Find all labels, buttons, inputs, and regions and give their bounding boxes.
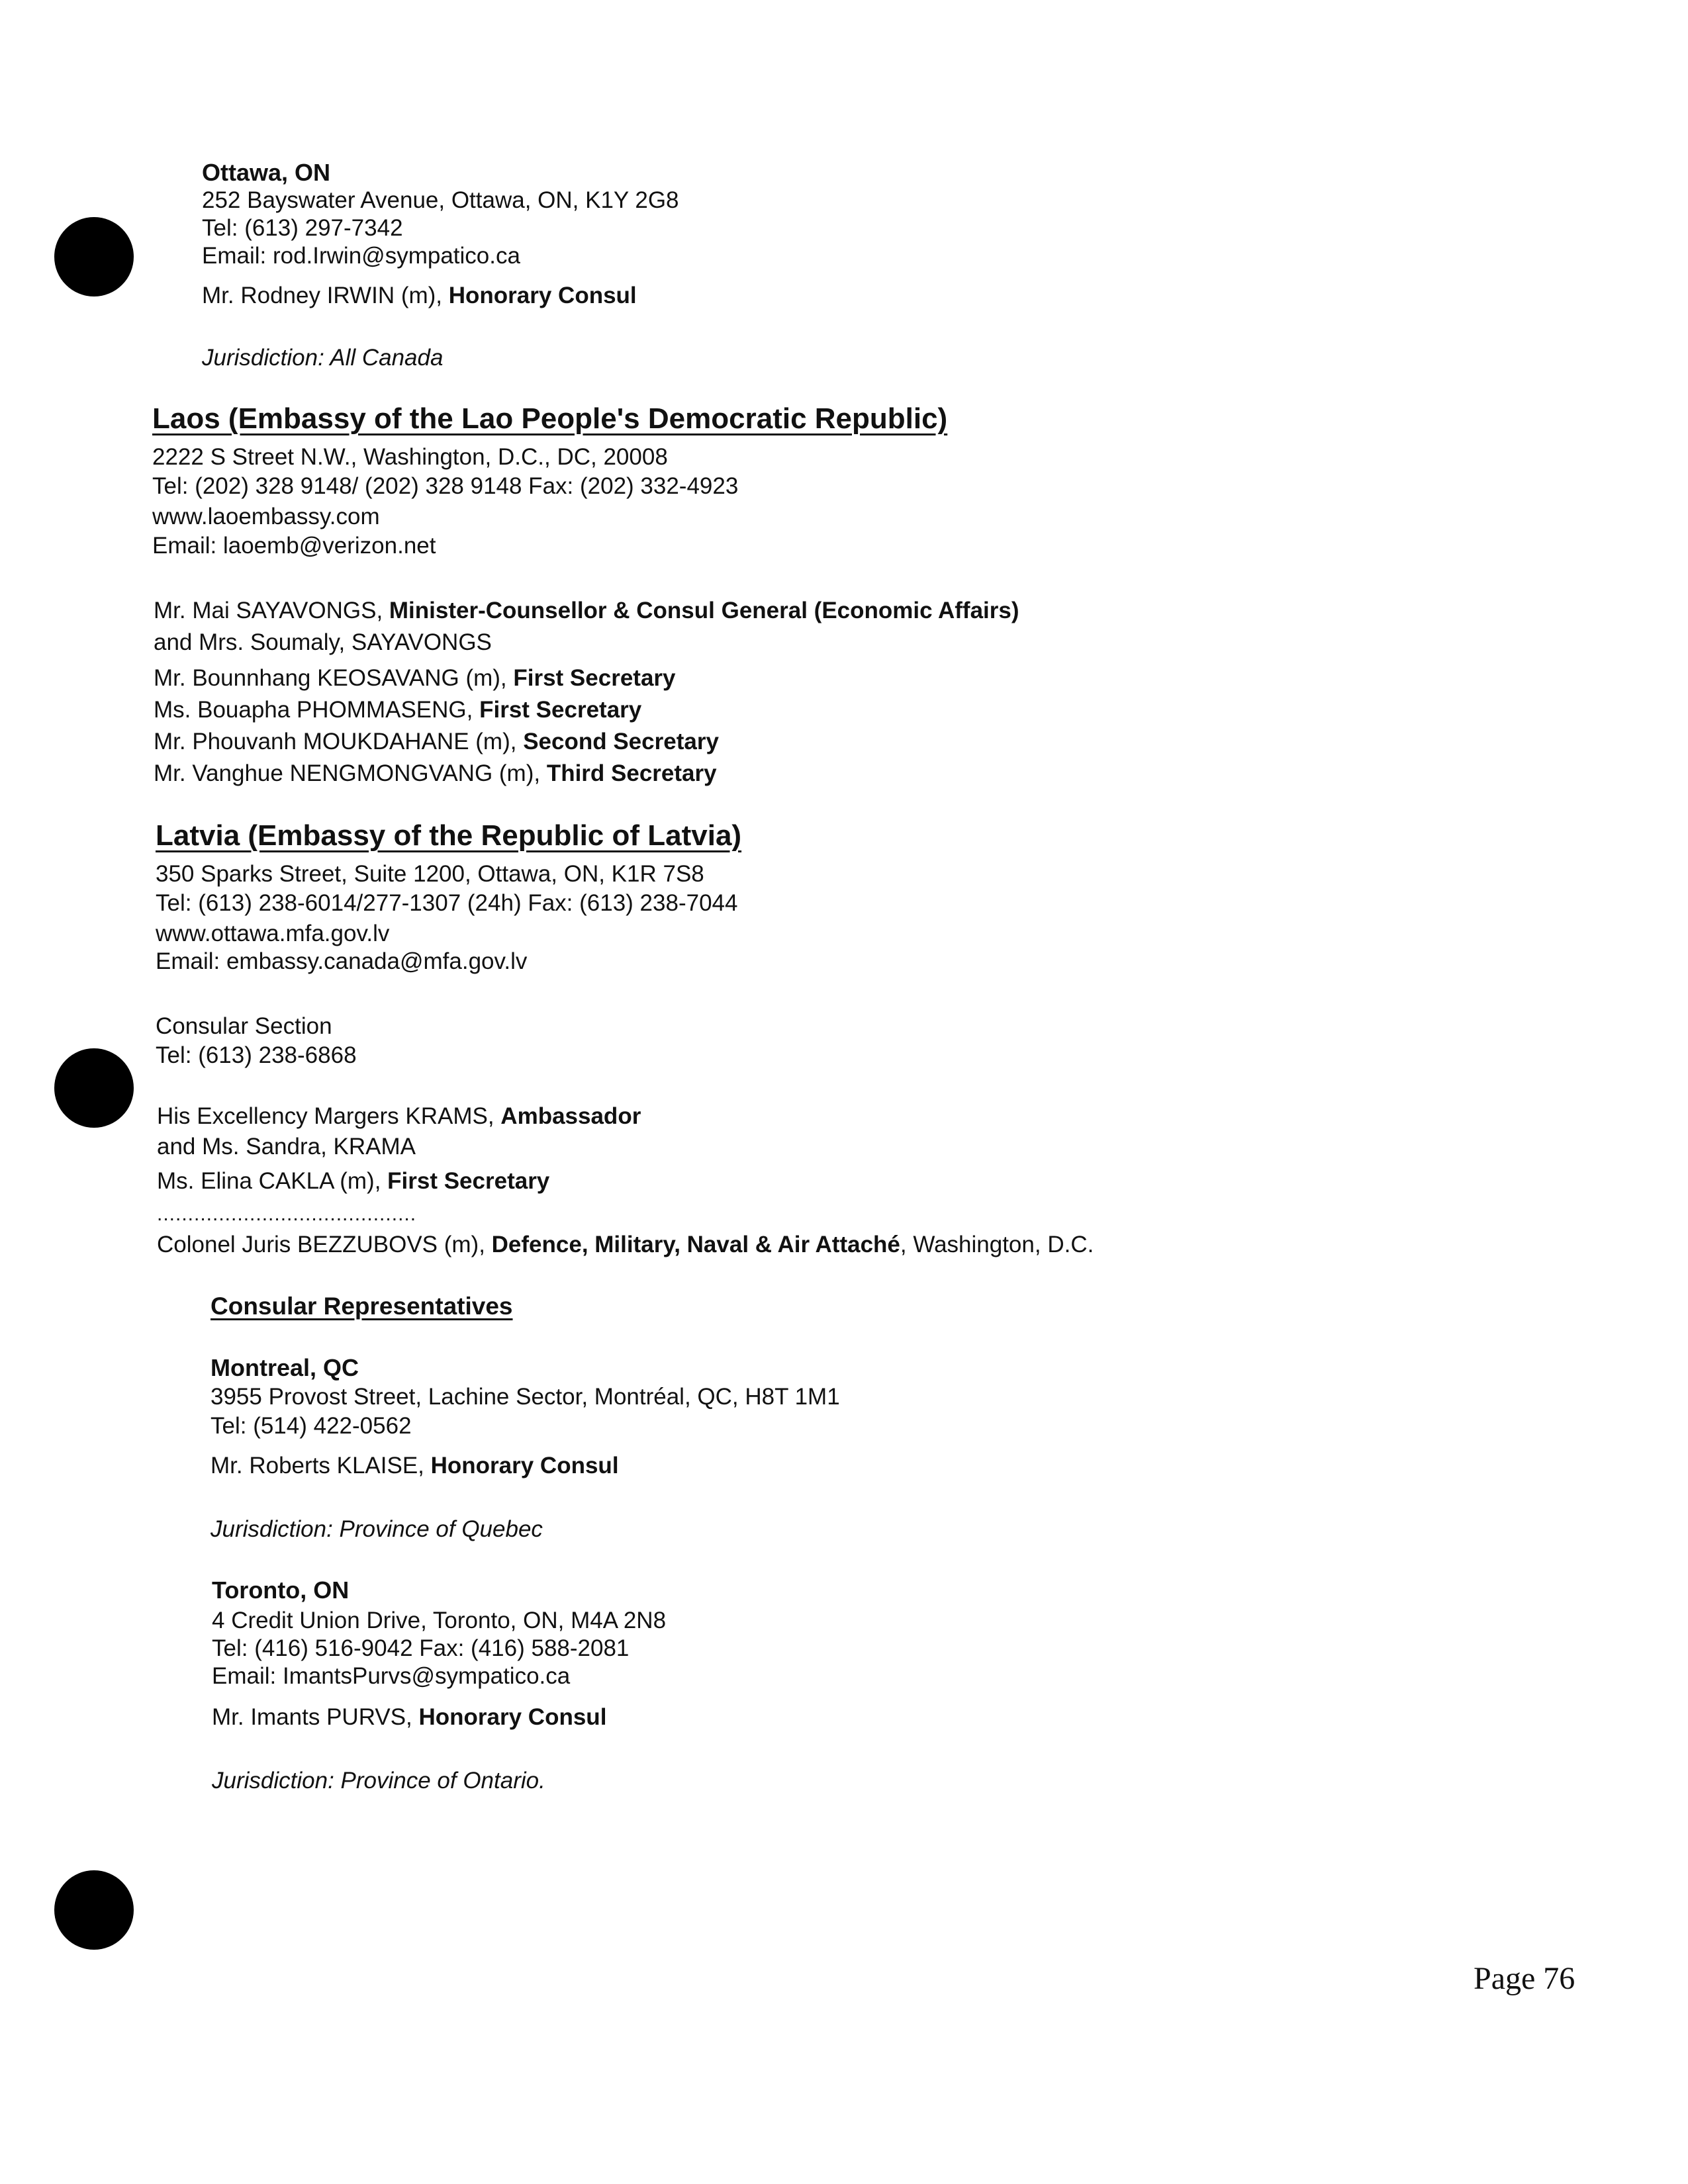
ottawa-jurisdiction: Jurisdiction: All Canada — [202, 345, 444, 371]
laos-staff-entry — [154, 728, 719, 756]
punch-hole-bottom — [54, 1870, 134, 1950]
laos-staff-spouse — [154, 629, 492, 657]
person-title: First Secretary — [387, 1168, 550, 1194]
person-name: Mr. Imants PURVS, — [212, 1704, 419, 1730]
latvia-tel: Tel: (613) 238-6014/277-1307 (24h) Fax: (613) 238-7044 — [156, 890, 738, 916]
person-name: Ms. Elina CAKLA (m), — [157, 1168, 388, 1194]
person-title: Second Secretary — [523, 729, 719, 754]
person-title: Honorary Consul — [418, 1704, 607, 1730]
latvia-heading: Latvia (Embassy of the Republic of Latvia) — [156, 819, 742, 852]
laos-website: www.laoembassy.com — [152, 504, 380, 529]
laos-staff-entry — [154, 664, 676, 692]
ottawa-tel: Tel: (613) 297-7342 — [202, 215, 403, 241]
separator-dots: .......................................... — [157, 1203, 417, 1225]
person-name: and Ms. Sandra, KRAMA — [157, 1134, 416, 1160]
latvia-address: 350 Sparks Street, Suite 1200, Ottawa, ON, K1R 7S8 — [156, 861, 704, 887]
ottawa-address: 252 Bayswater Avenue, Ottawa, ON, K1Y 2G8 — [202, 187, 679, 213]
person-title: Minister-Counsellor & Consul General (Economic Affairs) — [389, 598, 1019, 623]
montreal-consul-entry — [211, 1452, 619, 1480]
person-title: Ambassador — [500, 1103, 641, 1129]
latvia-staff-entry — [157, 1103, 641, 1130]
montreal-jurisdiction: Jurisdiction: Province of Quebec — [211, 1516, 543, 1542]
person-title: First Secretary — [513, 665, 676, 691]
montreal-tel: Tel: (514) 422-0562 — [211, 1413, 412, 1439]
person-name: Ms. Bouapha PHOMMASENG, — [154, 697, 480, 723]
latvia-consular-tel: Tel: (613) 238-6868 — [156, 1042, 357, 1068]
person-name: and Mrs. Soumaly, SAYAVONGS — [154, 629, 492, 655]
person-title: First Secretary — [479, 697, 642, 723]
montreal-city-heading: Montreal, QC — [211, 1354, 359, 1381]
page-number: Page 76 — [1474, 1961, 1575, 1996]
toronto-consul-entry — [212, 1704, 606, 1731]
person-name: Mr. Vanghue NENGMONGVANG (m), — [154, 760, 547, 786]
person-title: Honorary Consul — [448, 283, 637, 308]
latvia-website: www.ottawa.mfa.gov.lv — [156, 921, 390, 946]
person-name: His Excellency Margers KRAMS, — [157, 1103, 501, 1129]
person-title: Honorary Consul — [430, 1453, 619, 1479]
toronto-address: 4 Credit Union Drive, Toronto, ON, M4A 2N8 — [212, 1608, 667, 1633]
latvia-staff-entry — [157, 1167, 549, 1195]
person-name: Mr. Mai SAYAVONGS, — [154, 598, 389, 623]
latvia-attache-entry — [157, 1231, 1094, 1259]
person-name: Mr. Roberts KLAISE, — [211, 1453, 431, 1479]
consular-representatives-heading: Consular Representatives — [211, 1293, 513, 1320]
person-title: Defence, Military, Naval & Air Attaché — [491, 1232, 900, 1257]
punch-hole-top — [54, 217, 134, 296]
ottawa-email: Email: rod.Irwin@sympatico.ca — [202, 243, 520, 269]
punch-hole-middle — [54, 1048, 134, 1128]
toronto-tel: Tel: (416) 516-9042 Fax: (416) 588-2081 — [212, 1635, 630, 1661]
person-location: , Washington, D.C. — [900, 1232, 1094, 1257]
person-name: Mr. Rodney IRWIN (m), — [202, 283, 449, 308]
toronto-city-heading: Toronto, ON — [212, 1576, 350, 1604]
person-name: Mr. Bounnhang KEOSAVANG (m), — [154, 665, 514, 691]
laos-staff-entry — [154, 760, 717, 788]
ottawa-city-heading: Ottawa, ON — [202, 159, 331, 186]
laos-tel: Tel: (202) 328 9148/ (202) 328 9148 Fax: (202) 332-4923 — [152, 473, 739, 499]
ottawa-consul-entry — [202, 282, 637, 310]
latvia-email: Email: embassy.canada@mfa.gov.lv — [156, 948, 528, 974]
toronto-email: Email: ImantsPurvs@sympatico.ca — [212, 1663, 571, 1689]
person-name: Mr. Phouvanh MOUKDAHANE (m), — [154, 729, 524, 754]
laos-email: Email: laoemb@verizon.net — [152, 533, 436, 559]
laos-staff-entry — [154, 597, 1019, 625]
laos-staff-entry — [154, 696, 641, 724]
latvia-staff-spouse — [157, 1133, 416, 1161]
montreal-address: 3955 Provost Street, Lachine Sector, Montréal, QC, H8T 1M1 — [211, 1384, 840, 1410]
person-name: Colonel Juris BEZZUBOVS (m), — [157, 1232, 492, 1257]
laos-address: 2222 S Street N.W., Washington, D.C., DC, 20008 — [152, 444, 668, 470]
laos-heading: Laos (Embassy of the Lao People's Democratic Republic) — [152, 402, 948, 435]
person-title: Third Secretary — [546, 760, 717, 786]
latvia-consular-section-label: Consular Section — [156, 1013, 332, 1039]
toronto-jurisdiction: Jurisdiction: Province of Ontario. — [212, 1768, 545, 1794]
